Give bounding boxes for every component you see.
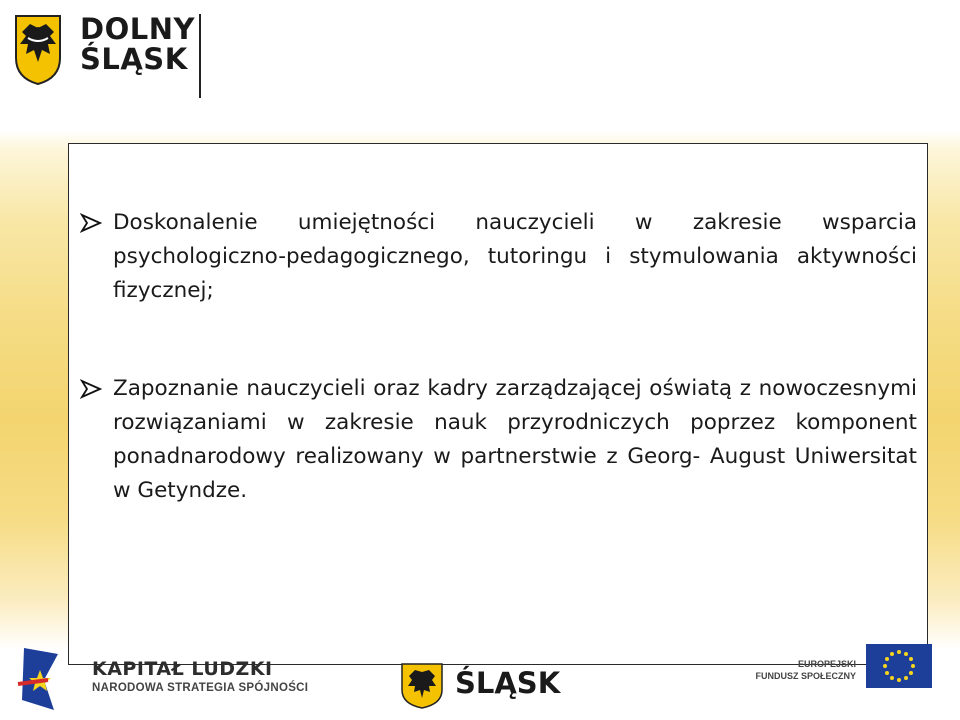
brand-line1: DOLNY (80, 12, 195, 46)
bullet-text: Doskonalenie umiejętności nauczycieli w zakresie wsparcia psychologiczno-pedagogicznego, tutoringu i stymulowania aktywności fizycznej; (113, 210, 917, 303)
eu-fund-label (752, 658, 856, 682)
bullet-item (113, 206, 917, 308)
footer-logos (0, 640, 960, 720)
eu-flag-icon (866, 644, 932, 688)
kapital-ludzki-star-icon (14, 640, 78, 712)
kapital-ludzki-subtitle: NARODOWA STRATEGIA SPÓJNOŚCI (92, 682, 309, 694)
eu-fund-line1: EUROPEJSKI (797, 659, 856, 669)
arrow-bullet-icon (80, 213, 102, 233)
arrow-bullet-icon (80, 379, 102, 399)
content-card (68, 143, 928, 665)
brand-divider (199, 14, 201, 98)
bullet-text: Zapoznanie nauczycieli oraz kadry zarządzającej oświatą z nowoczesnymi rozwiązaniami w zakresie nauk przyrodniczych poprzez komponent ponadnarodowy realizowany w partnerstwie z Georg- August Uniwersitat w Getyndze. (113, 376, 917, 503)
kapital-ludzki-title: KAPITAŁ LUDZKI (92, 658, 273, 680)
bullet-item (113, 372, 917, 508)
dolny-slask-crest-icon (14, 14, 62, 86)
eu-fund-line2: FUNDUSZ SPOŁECZNY (755, 671, 856, 681)
dolny-slask-footer-text: ŚLĄSK (455, 666, 561, 700)
header (0, 0, 960, 130)
brand-logo-text (80, 14, 195, 74)
brand-line2: ŚLĄSK (80, 42, 188, 76)
dolny-slask-small-crest-icon (400, 662, 444, 710)
